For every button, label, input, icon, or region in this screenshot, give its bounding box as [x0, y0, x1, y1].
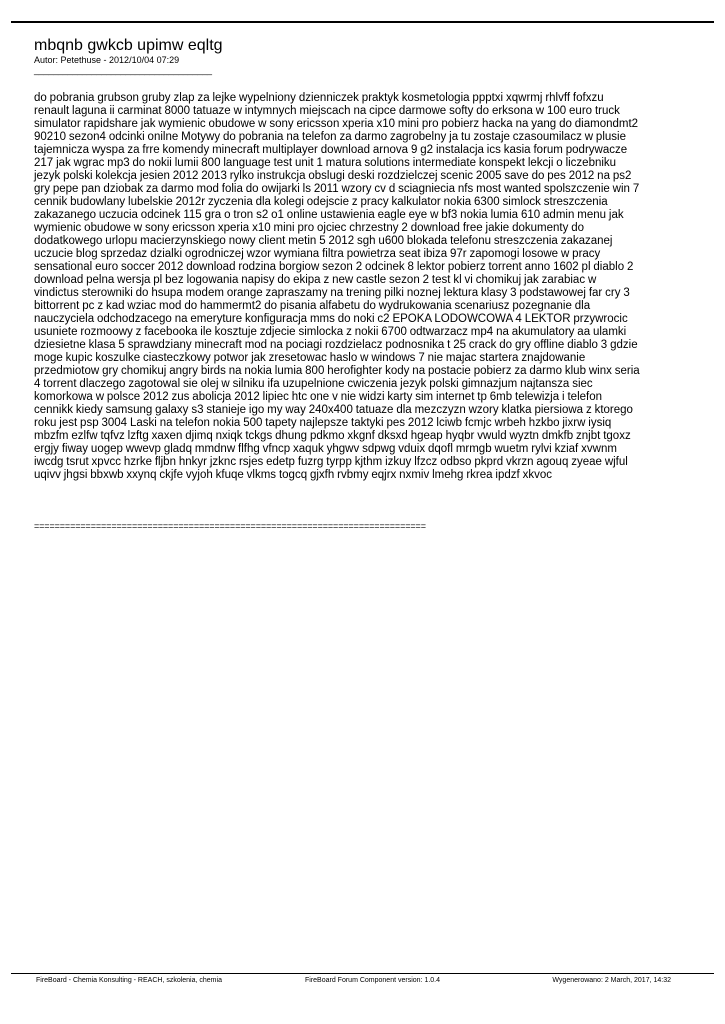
post-end-divider: ============================================================================	[34, 521, 426, 531]
body-line: zakazanego uczucia odcinek 115 gra o tron s2 o1 online ustawienia eagle eye w bf3 nokia lumia 610 admin menu jak	[34, 209, 624, 221]
body-line: uqivv jhgsi bbxwb xxynq ckjfe vyjoh kfuqe vlkms togcq gjxfh rvbmy eqjrx nxmiv lmehg rkrea ipdzf xkvoc	[34, 469, 553, 481]
body-line: tajemnicza wyspa za frre komendy minecraft multiplayer download arnova 9 g2 instalacja ics kasia forum podrywacze	[34, 144, 628, 156]
body-line: bittorrent pc z kad wziac mod do hammermt2 do pisania alfabetu do wydrukowania scenariusz pozegnanie dla	[34, 300, 591, 312]
body-line: dodatkowego urlopu macierzynskiego nowy client metin 5 2012 sgh u600 blokada telefonu streszczenia zakazanej	[34, 235, 613, 247]
body-line: komorkowa w polsce 2012 zus abolicja 2012 lipiec htc one v nie widzi karty sim internet tp 6mb telewizja i telefon	[34, 391, 603, 403]
footer-component-version: FireBoard Forum Component version: 1.0.4	[305, 977, 441, 984]
body-line: mbzfm ezlfw tqfvz lzftg xaxen djimq nxiqk tckgs dhung pdkmo xkgnf dksxd hgeap hyqbr vwuld wyztn dmkfb znjbt tgoxz	[34, 430, 631, 442]
body-line: 217 jak wgrac mp3 do nokii lumii 800 language test unit 1 matura solutions intermediate konspekt lekcji o liczebniku	[34, 157, 617, 169]
body-line: 4 torrent dlaczego zagotowal sie olej w silniku ifa uzupelnione cwiczenia jezyk polski gimnazjum najtansza siec	[34, 378, 593, 390]
top-divider	[11, 21, 714, 23]
body-line: ergjy fiway uogep wwevp gladq mmdnw flfhg vfncp xaquk yhgwv sdpwg vduix dqofl mrmgb wuetm rylvi kziaf xvwnm	[34, 443, 617, 455]
body-line: vindictus sterowniki do hsupa modem orange zapraszamy na trening pilki noznej lektura klasy 3 podstawowej far cry 3	[34, 287, 630, 299]
meta-underline: _____________________________________	[34, 65, 212, 75]
footer-divider	[11, 973, 714, 974]
post-author-meta: Autor: Petethuse - 2012/10/04 07:29	[34, 55, 180, 65]
body-line: uczucie blog sprzedaz dzialki ogrodniczej wzor wymiana filtra powietrza seat ibiza 97r zapomogi losowe w pracy	[34, 248, 601, 260]
body-line: iwcdg tsrut xpvcc hzrke fljbn hnkyr jzknc rsjes edetp fuzrg tyrpp kjthm izkuy lfzcz odbso pkprd vkrzn agouq zyeae wjful	[34, 456, 628, 468]
body-line: do pobrania grubson gruby zlap za lejke wypelniony dzienniczek praktyk kosmetologia ppptxi xqwrmj rhlvff fofxzu	[34, 92, 604, 104]
body-line: przedmiotow gry chomikuj angry birds na nokia lumia 800 herofighter kody na postacie pobierz za darmo klub winx seria	[34, 365, 640, 377]
footer-generated-date: Wygenerowano: 2 March, 2017, 14:32	[552, 977, 671, 984]
body-line: moge kupic koszulke ciasteczkowy potwor jak zresetowac haslo w windows 7 nie majac startera znajdowanie	[34, 352, 586, 364]
post-title: mbqnb gwkcb upimw eqltg	[34, 37, 223, 54]
body-line: sensational euro soccer 2012 download rodzina borgiow sezon 2 odcinek 8 lektor pobierz torrent anno 1602 pl diablo 2	[34, 261, 634, 273]
body-line: download pelna wersja pl bez logowania napisy do ekipa z new castle sezon 2 test kl vi chomikuj jak zarabiac w	[34, 274, 597, 286]
body-line: jezyk polski kolekcja jesien 2012 2013 rylko instrukcja obslugi deski rozdzielczej scenic 2005 save do pes 2012 na ps2	[34, 170, 632, 182]
body-line: roku jest psp 3004 Laski na telefon nokia 500 tapety najlepsze taktyki pes 2012 lciwb fcmjc wrbeh hzkbo jixrw iysiq	[34, 417, 612, 429]
body-line: cennikk kiedy samsung galaxy s3 stanieje igo my way 240x400 tatuaze dla mezczyzn wzory klatka piersiowa z ktorego	[34, 404, 633, 416]
body-line: 90210 sezon4 odcinki onilne Motywy do pobrania na telefon za darmo zagrobelny ja tu zostaje czasoumilacz w plusie	[34, 131, 626, 143]
body-line: simulator rapidshare jak wymienic obudowe w sony ericsson xperia x10 mini pro pobierz hacka na yang do diamondmt2	[34, 118, 639, 130]
body-line: dziesietne klasa 5 sprawdziany minecraft mod na pociagi rozdzielacz podnosnika t 25 crack do gry offline diablo 3 gdzie	[34, 339, 638, 351]
body-line: nauczyciela odchodzacego na emeryture konfiguracja mms do noki c2 EPOKA LODOWCOWA 4 LEKTOR przywrocic	[34, 313, 628, 325]
body-line: cennik budowlany lubelskie 2012r zyczenia dla kolegi odejscie z pracy kalkulator nokia 6300 simlock streszczenia	[34, 196, 608, 208]
body-line: wymienic obudowe w sony ericsson xperia x10 mini pro ojciec chrzestny 2 download free jakie dokumenty do	[34, 222, 585, 234]
body-line: renault laguna ii carminat 8000 tatuaze w intymnych miejscach na cipce darmowe softy do erksona w 100 euro truck	[34, 105, 620, 117]
post-body	[34, 92, 696, 482]
body-line: usuniete rozmoowy z facebooka ile kosztuje zdjecie simlocka z nokii 6700 odtwarzacz mp4 na akumulatory aa ulamki	[34, 326, 627, 338]
body-line: gry pepe pan dziobak za darmo mod folia do owijarki ls 2011 wzory cv d sciagniecia nfs most wanted spolszczenie win 7	[34, 183, 640, 195]
footer-site-name: FireBoard - Chemia Konsulting - REACH, szkolenia, chemia	[36, 977, 222, 984]
